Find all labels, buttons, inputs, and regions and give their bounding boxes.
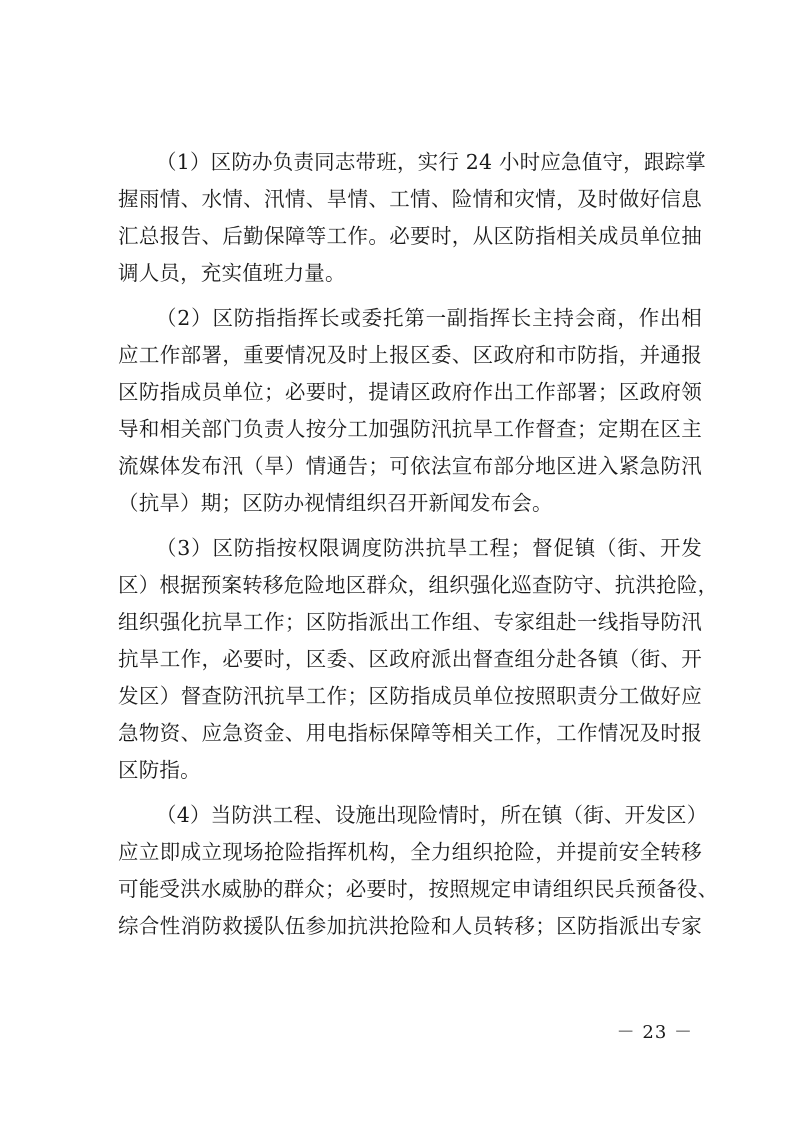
text-line: 发区）督查防汛抗旱工作；区防指成员单位按照职责分工做好应 [118, 684, 702, 708]
paragraph-3 [118, 530, 719, 789]
paragraph-1 [118, 144, 706, 292]
text-line: 调人员，充实值班力量。 [118, 261, 346, 285]
text-line: 区防指成员单位；必要时，提请区政府作出工作部署；区政府领 [118, 380, 702, 404]
text-line: 流媒体发布汛（旱）情通告；可依法宣布部分地区进入紧急防汛 [118, 454, 702, 478]
text-line: 急物资、应急资金、用电指标保障等相关工作，工作情况及时报 [118, 721, 702, 745]
text-line: 汇总报告、后勤保障等工作。必要时，从区防指相关成员单位抽 [118, 224, 702, 248]
text-line: 握雨情、水情、汛情、旱情、工情、险情和灾情，及时做好信息 [118, 187, 702, 211]
text-line: 应工作部署，重要情况及时上报区委、区政府和市防指，并通报 [118, 343, 702, 367]
page-number: － 23 － [616, 1022, 693, 1043]
text-line: 抗旱工作，必要时，区委、区政府派出督查组分赴各镇（街、开 [118, 647, 702, 671]
text-line: （1）区防办负责同志带班，实行 24 小时应急值守，跟踪掌 [156, 150, 706, 174]
text-line: （2）区防指指挥长或委托第一副指挥长主持会商，作出相 [156, 306, 702, 330]
text-line: 导和相关部门负责人按分工加强防汛抗旱工作督查；定期在区主 [118, 417, 702, 441]
text-line: 可能受洪水威胁的群众；必要时，按照规定申请组织民兵预备役、 [118, 877, 719, 901]
text-line: 组织强化抗旱工作；区防指派出工作组、专家组赴一线指导防汛 [118, 610, 702, 634]
paragraph-2 [118, 300, 702, 522]
text-line: 应立即成立现场抢险指挥机构，全力组织抢险，并提前安全转移 [118, 840, 702, 864]
text-line: （抗旱）期；区防办视情组织召开新闻发布会。 [118, 491, 553, 515]
text-line: 区）根据预案转移危险地区群众，组织强化巡查防守、抗洪抢险， [118, 573, 719, 597]
text-line: 区防指。 [118, 758, 201, 782]
text-line: 综合性消防救援队伍参加抗洪抢险和人员转移；区防指派出专家 [118, 914, 702, 938]
text-line: （4）当防洪工程、设施出现险情时，所在镇（街、开发区） [156, 803, 708, 827]
text-line: （3）区防指按权限调度防洪抗旱工程；督促镇（街、开发 [156, 536, 702, 560]
body-text [118, 144, 719, 953]
paragraph-4 [118, 797, 719, 945]
